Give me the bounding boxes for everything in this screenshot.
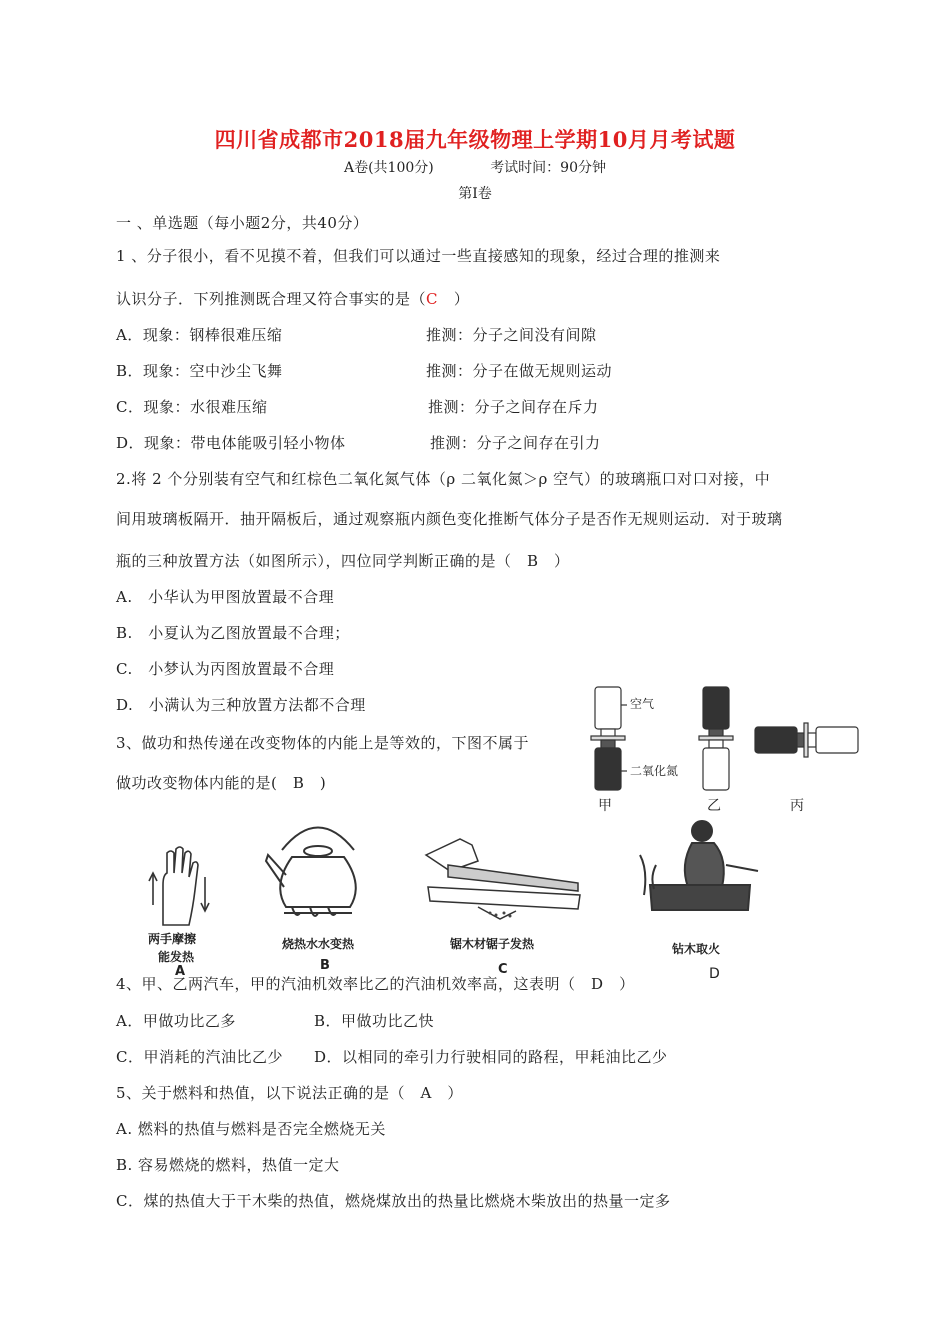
figure-c-caption: 锯木材锯子发热: [450, 937, 535, 951]
q1-stem-line1: 1 、分子很小，看不见摸不着，但我们可以通过一些直接感知的现象，经过合理的推测来: [116, 247, 721, 265]
q1-option-c: [116, 396, 599, 417]
q1-stem-line2: [116, 288, 469, 309]
q2-option-c: C. 小梦认为丙图放置最不合理: [116, 660, 335, 678]
q1-answer: C: [426, 290, 438, 308]
no2-label: 二氧化氮: [630, 764, 679, 778]
bottle-pair-yi: [699, 687, 733, 790]
volume-label: A卷(共100分): [343, 160, 434, 176]
figure-label-bing: 丙: [790, 798, 804, 814]
drill-wood-fire-illustration: [630, 815, 770, 930]
figure-c-letter: C: [498, 962, 508, 977]
q2-stem-line3: 瓶的三种放置方法（如图所示），四位同学判断正确的是（ B ）: [116, 552, 570, 570]
q1-option-d: [116, 432, 601, 453]
figure-b-letter: B: [320, 958, 330, 973]
q5-option-c: C．煤的热值大于干木柴的热值，燃烧煤放出的热量比燃烧木柴放出的热量一定多: [116, 1192, 671, 1210]
rubbing-hands-illustration: [145, 845, 215, 930]
q4-option-b: B．甲做功比乙快: [314, 1012, 435, 1030]
q1-option-b-inference: 推测：分子在做无规则运动: [426, 362, 613, 380]
q1-option-d-phenomenon: D．现象：带电体能吸引轻小物体: [116, 434, 346, 452]
q5-stem: 5、关于燃料和热值，以下说法正确的是（ A ）: [116, 1084, 463, 1102]
figure-label-jia: 甲: [598, 798, 612, 814]
figure-d-caption: 钻木取火: [672, 942, 721, 956]
air-label: 空气: [630, 697, 655, 711]
q1-option-b-phenomenon: B．现象：空中沙尘飞舞: [116, 362, 283, 380]
part-heading: 第Ⅰ卷: [458, 186, 492, 202]
bottle-pair-bing: [755, 723, 858, 757]
q2-option-d: D. 小满认为三种放置方法都不合理: [116, 696, 366, 714]
q1-stem-pre: 认识分子．下列推测既合理又符合事实的是（: [116, 290, 427, 308]
saw-illustration: [420, 825, 585, 925]
q1-option-b: [116, 360, 613, 381]
figure-a-caption-line2: 能发热: [158, 950, 195, 964]
q5-option-b: B. 容易燃烧的燃料，热值一定大: [116, 1156, 340, 1174]
figure-label-yi: 乙: [707, 798, 721, 814]
q1-stem-post: ）: [453, 290, 470, 308]
kettle-illustration: [262, 815, 374, 927]
exam-info: [0, 157, 950, 177]
figure-d-letter: D: [709, 966, 720, 982]
figure-a-letter: A: [175, 964, 186, 979]
figure-a-caption-line1: 两手摩擦: [148, 932, 197, 946]
q5-option-a: A. 燃料的热值与燃料是否完全燃烧无关: [116, 1120, 386, 1138]
q2-option-b: B. 小夏认为乙图放置最不合理；: [116, 624, 350, 642]
q1-option-a-phenomenon: A．现象：钢棒很难压缩: [116, 326, 283, 344]
figure-b-caption: 烧热水水变热: [282, 937, 355, 951]
q1-option-a-inference: 推测：分子之间没有间隙: [426, 326, 597, 344]
time-label: 考试时间：90分钟: [490, 160, 607, 176]
bottle-figure: [585, 685, 865, 795]
section-heading: 一 、单选题（每小题2分，共40分）: [116, 214, 369, 232]
page-title: 四川省成都市2018届九年级物理上学期10月月考试题: [214, 127, 736, 152]
q2-stem-line1: 2.将 2 个分别装有空气和红棕色二氧化氮气体（ρ 二氧化氮＞ρ 空气）的玻璃瓶口对口对接，中: [116, 470, 771, 488]
q1-option-c-phenomenon: C．现象：水很难压缩: [116, 398, 268, 416]
q4-option-a: A．甲做功比乙多: [116, 1012, 236, 1030]
q1-option-d-inference: 推测：分子之间存在引力: [430, 434, 601, 452]
q4-options-ab: [116, 1010, 435, 1031]
q4-option-c: C．甲消耗的汽油比乙少: [116, 1048, 283, 1066]
q4-stem: 4、甲、乙两汽车，甲的汽油机效率比乙的汽油机效率高，这表明（ D ）: [116, 975, 635, 993]
q4-option-d: D．以相同的牵引力行驶相同的路程，甲耗油比乙少: [314, 1048, 668, 1066]
q2-option-a: A. 小华认为甲图放置最不合理: [116, 588, 335, 606]
q1-option-a: [116, 324, 597, 345]
q3-stem-line2: 做功改变物体内能的是( B ): [116, 774, 327, 792]
q2-stem-line2: 间用玻璃板隔开．抽开隔板后，通过观察瓶内颜色变化推断气体分子是否作无规则运动．对于玻璃: [116, 510, 783, 528]
q3-stem-line1: 3、做功和热传递在改变物体的内能上是等效的，下图不属于: [116, 734, 530, 752]
q1-option-c-inference: 推测：分子之间存在斥力: [428, 398, 599, 416]
q4-options-cd: [116, 1046, 668, 1067]
bottle-pair-jia: [591, 687, 627, 790]
